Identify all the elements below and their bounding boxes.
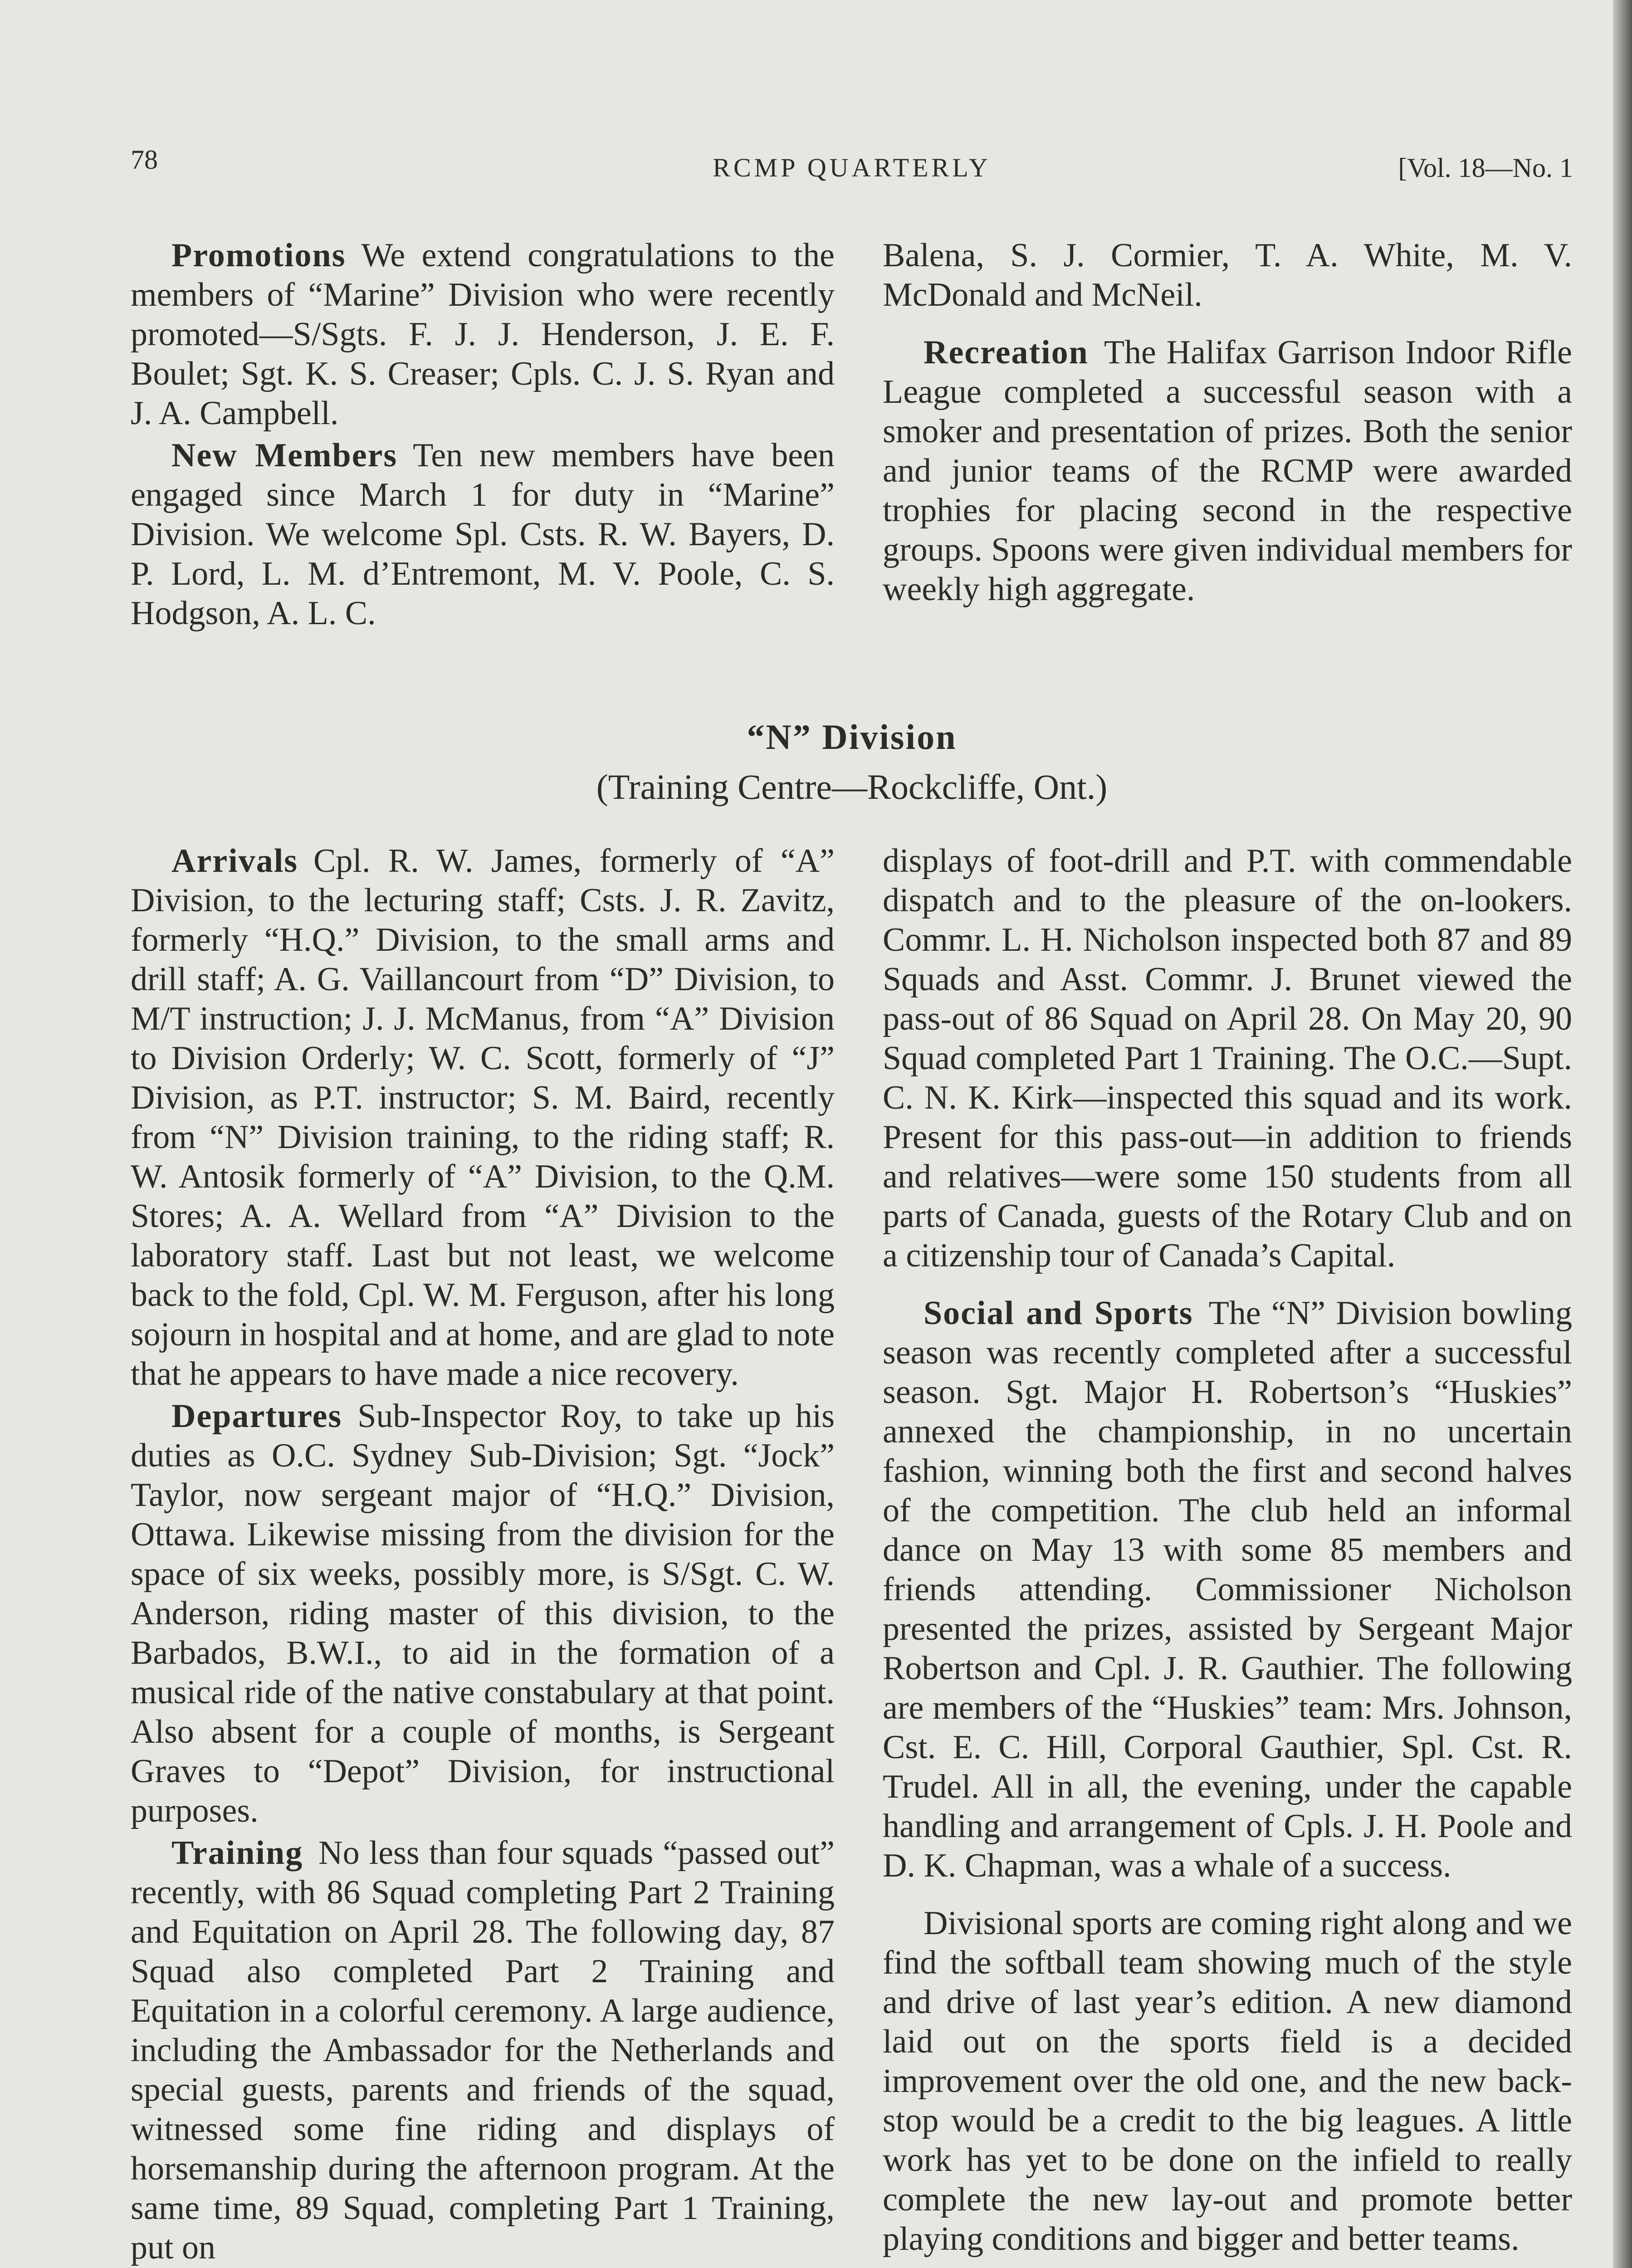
n-division-column-right <box>883 841 1572 2259</box>
marine-column-left <box>131 236 835 633</box>
new-members-continued: Balena, S. J. Cormier, T. A. White, M. V. McDonald and McNeil. <box>883 237 1572 313</box>
social-text: The “N” Division bowling season was recently completed after a successful season. Sgt. Major H. Robertson’s “Huskies” annexed the championship, in no uncertain fashion, winning both the first and second halves of the competition. The club held an informal dance on May 13 with some 85 members and friends attending. Commissioner Nicholson presented the prizes, assisted by Sergeant Major Robertson and Cpl. J. R. Gauthier. The following are members of the “Huskies” team: Mrs. Johnson, Cst. E. C. Hill, Corporal Gauthier, Spl. Cst. R. Trudel. All in all, the evening, under the capable handling and arrangement of Cpls. J. H. Poole and D. K. Chapman, was a whale of a success. <box>883 1295 1573 1884</box>
promotions-text: We extend congratulations to the members of “Marine” Division who were recently promoted—S/Sgts. F. J. J. Henderson, J. E. F. Boulet; Sgt. K. S. Creaser; Cpls. C. J. S. Ryan and J. A. Campbell. <box>131 237 835 432</box>
journal-title: RCMP QUARTERLY <box>713 153 991 182</box>
marine-column-right <box>883 236 1572 609</box>
volume-label: [Vol. 18—No. 1 <box>1398 153 1573 183</box>
social-heading: Social and Sports <box>923 1295 1193 1332</box>
arrivals-heading: Arrivals <box>171 842 298 880</box>
new-members-heading: New Members <box>171 437 398 474</box>
new-members-paragraph <box>131 436 835 633</box>
section-subtitle: (Training Centre—Rockcliffe, Ont.) <box>596 767 1108 807</box>
promotions-paragraph <box>131 236 835 433</box>
page-number: 78 <box>131 145 158 175</box>
page-edge-shadow <box>1613 0 1632 2268</box>
new-members-text: Ten new members have been engaged since March 1 for duty in “Marine” Division. We welcome Spl. Csts. R. W. Bayers, D. P. Lord, L. M. d’Entremont, M. V. Poole, C. S. Hodgson, A. L. C. <box>131 437 835 632</box>
training-text: No less than four squads “passed out” recently, with 86 Squad completing Part 2 Training and Equitation on April 28. The following day, 87 Squad also completed Part 2 Training and Equitation in a colorful ceremony. A large audience, including the Ambassador for the Netherlands and special guests, parents and friends of the squad, witnessed some fine riding and displays of horsemanship during the afternoon program. At the same time, 89 Squad, completing Part 1 Training, put on <box>131 1834 835 2266</box>
training-heading: Training <box>171 1834 303 1872</box>
page-header <box>131 144 1573 194</box>
sports-paragraph: Divisional sports are coming right along and we find the softball team showing much of the style and drive of last year’s edition. A new diamond laid out on the sports field is a decided improvement over the old one, and the new back-stop would be a credit to the big leagues. A little work has yet to be done on the infield to really complete the new lay-out and promote better playing conditions and bigger and better teams. <box>883 1905 1572 2258</box>
training-continued: displays of foot-drill and P.T. with commendable dispatch and to the pleasure of the on-lookers. Commr. L. H. Nicholson inspected both 87 and 89 Squads and Asst. Commr. J. Brunet viewed the pass-out of 86 Squad on April 28. On May 20, 90 Squad completed Part 1 Training. The O.C.—Supt. C. N. K. Kirk—inspected this squad and its work. Present for this pass-out—in addition to friends and relatives—were some 150 students from all parts of Canada, guests of the Rotary Club and on a citizenship tour of Canada’s Capital. <box>883 842 1572 1274</box>
training-paragraph <box>131 1833 835 2268</box>
departures-text: Sub-Inspector Roy, to take up his duties as O.C. Sydney Sub-Division; Sgt. “Jock” Taylor, now sergeant major of “H.Q.” Division, Ottawa. Likewise missing from the division for the space of six weeks, possibly more, is S/Sgt. C. W. Anderson, riding master of this division, to the Barbados, B.W.I., to aid in the formation of a musical ride of the native constabulary at that point. Also absent for a couple of months, is Sergeant Graves to “Depot” Division, for instructional purposes. <box>131 1398 835 1829</box>
social-paragraph <box>883 1294 1572 1886</box>
recreation-heading: Recreation <box>923 334 1089 371</box>
departures-paragraph <box>131 1397 835 1831</box>
n-division-column-left <box>131 841 835 2268</box>
departures-heading: Departures <box>171 1398 342 1435</box>
arrivals-text: Cpl. R. W. James, formerly of “A” Division, to the lecturing staff; Csts. J. R. Zavitz, formerly “H.Q.” Division, to the small arms and drill staff; A. G. Vaillancourt from “D” Division, to M/T instruction; J. J. McManus, from “A” Division to Division Orderly; W. C. Scott, formerly of “J” Division, as P.T. instructor; S. M. Baird, recently from “N” Division training, to the riding staff; R. W. Antosik formerly of “A” Division, to the Q.M. Stores; A. A. Wellard from “A” Division to the laboratory staff. Last but not least, we welcome back to the fold, Cpl. W. M. Ferguson, after his long sojourn in hospital and at home, and are glad to note that he appears to have made a nice recovery. <box>131 842 835 1393</box>
recreation-paragraph <box>883 333 1572 609</box>
section-title: “N” Division <box>747 717 957 757</box>
arrivals-paragraph <box>131 841 835 1394</box>
recreation-text: The Halifax Garrison Indoor Rifle League completed a successful season with a smoker and presentation of prizes. Both the senior and junior teams of the RCMP were awarded trophies for placing second in the respective groups. Spoons were given individual members for weekly high aggregate. <box>883 334 1572 608</box>
promotions-heading: Promotions <box>171 237 346 274</box>
